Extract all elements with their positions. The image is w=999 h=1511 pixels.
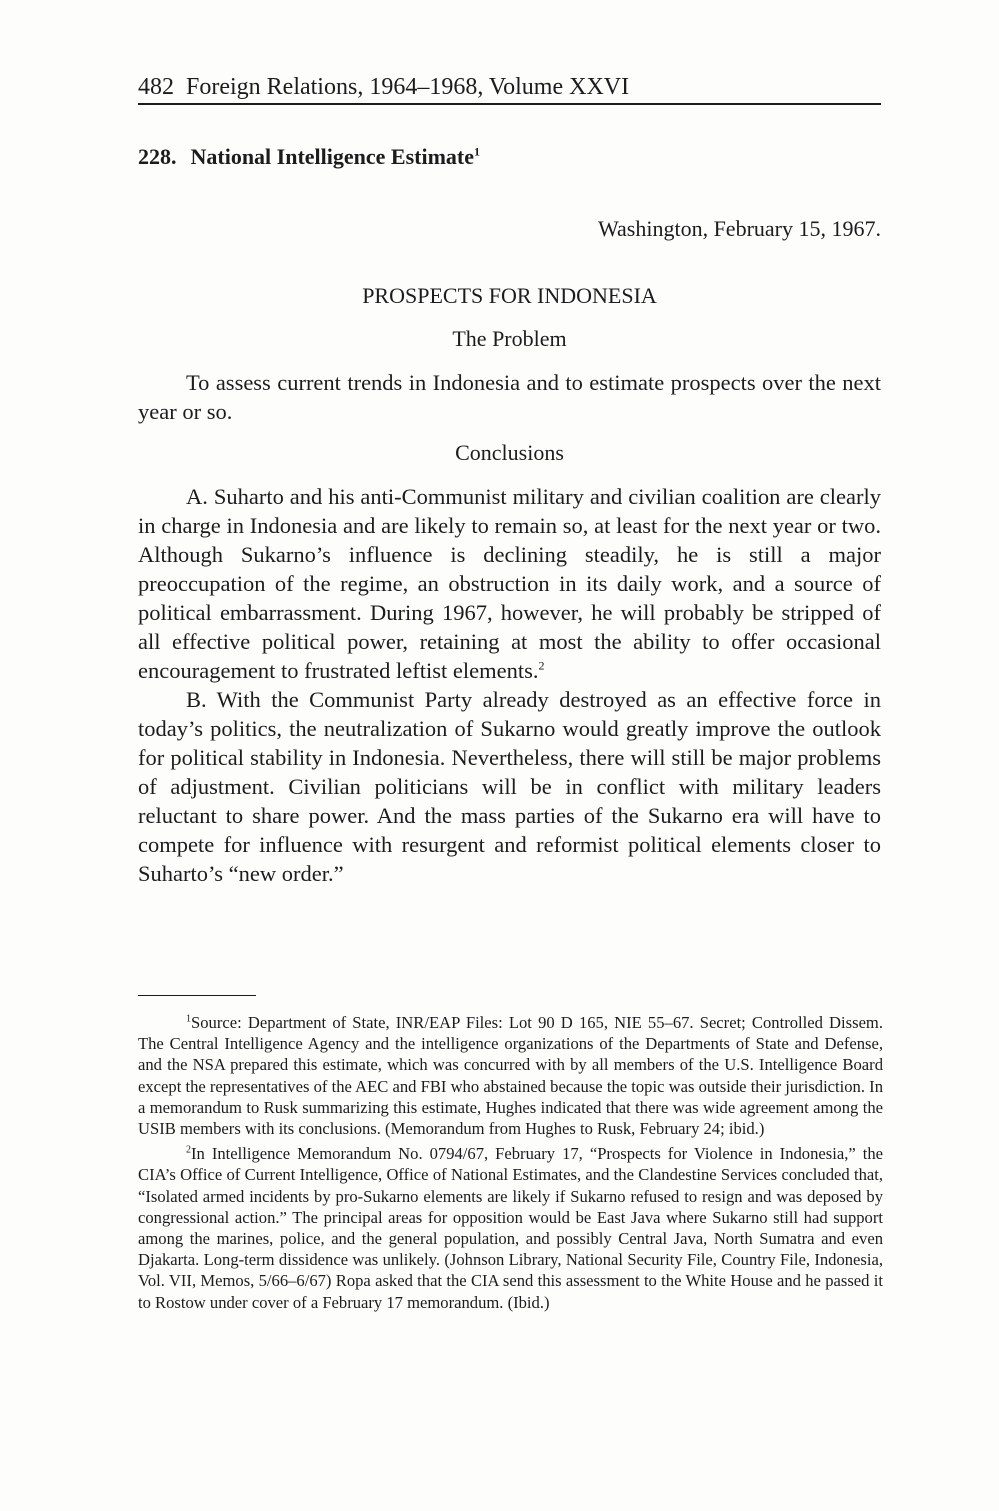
page-number: 482 (138, 74, 174, 100)
conclusions-heading: Conclusions (455, 440, 564, 465)
conclusion-b-paragraph: B. With the Communist Party already destroyed as an effective force in today’s politics, the neutralization of Sukarno would greatly improve the outlook for political stability in Indonesia. Nevertheless, there will still be major problems of adjustment. Civilian politicians will be in conflict with military leaders reluctant to share power. And the mass parties of the Sukarno era will have to compete for influence with resurgent and reformist political elements closer to Suharto’s “new order.” (138, 687, 881, 886)
footnote-ref-1[interactable]: 1 (474, 144, 481, 159)
document-number: 228. (138, 144, 177, 169)
footnotes (138, 1012, 883, 1313)
footnote-2-marker: 2 (186, 1144, 191, 1156)
footnote-1-marker: 1 (186, 1013, 191, 1025)
footnote-2 (138, 1143, 883, 1313)
estimate-title: PROSPECTS FOR INDONESIA (362, 283, 657, 308)
document-title: National Intelligence Estimate (190, 144, 475, 169)
conclusions-section (138, 482, 881, 888)
dateline: Washington, February 15, 1967. (598, 216, 881, 241)
problem-paragraph: To assess current trends in Indonesia and to estimate prospects over the next year or so. (138, 370, 881, 424)
problem-heading: The Problem (452, 326, 567, 351)
header-rule (138, 103, 881, 105)
footnote-2-text: In Intelligence Memorandum No. 0794/67, February 17, “Prospects for Violence in Indonesia,” the CIA’s Office of Current Intelligence, Office of National Estimates, and the Clandestine Services concluded that, “Isolated armed incidents by pro-Sukarno elements are likely if Sukarno refused to resign and was deposed by congressional action.” The principal areas for opposition would be East Java where Sukarno still had support among the marines, police, and the general population, and possibly Central Java, North Sumatra and even Djakarta. Long-term dissidence was unlikely. (Johnson Library, National Security File, Country File, Indonesia, Vol. VII, Memos, 5/66–6/67) Ropa asked that the CIA send this assessment to the White House and he passed it to Rostow under cover of a February 17 memorandum. (Ibid.) (138, 1144, 883, 1312)
footnote-1-text: Source: Department of State, INR/EAP Files: Lot 90 D 165, NIE 55–67. Secret; Controlled Dissem. The Central Intelligence Agency and the intelligence organizations of the Departments of State and Defense, and the NSA prepared this estimate, which was concurred with by all members of the U.S. Intelligence Board except the representatives of the AEC and FBI who abstained because the topic was outside their jurisdiction. In a memorandum to Rusk summarizing this estimate, Hughes indicated that there was wide agreement among the USIB members with its conclusions. (Memorandum from Hughes to Rusk, February 24; ibid.) (138, 1013, 883, 1139)
problem-section (138, 368, 881, 426)
running-head (138, 72, 881, 102)
footnote-ref-2[interactable]: 2 (538, 658, 545, 673)
document-heading (138, 143, 480, 171)
conclusion-a-paragraph (138, 482, 881, 685)
footnote-1 (138, 1012, 883, 1139)
conclusion-a-text: A. Suharto and his anti-Communist military and civilian coalition are clearly in charge in Indonesia and are likely to remain so, at least for the next year or two. Although Sukarno’s influence is declining steadily, he is still a major preoccupation of the regime, an obstruction in its daily work, and a source of political embarrassment. During 1967, however, he will probably be stripped of all effective political power, retaining at most the ability to offer occasional encouragement to frustrated leftist elements. (138, 484, 881, 683)
footnote-rule (138, 995, 256, 996)
volume-title: Foreign Relations, 1964–1968, Volume XXVI (186, 74, 630, 100)
